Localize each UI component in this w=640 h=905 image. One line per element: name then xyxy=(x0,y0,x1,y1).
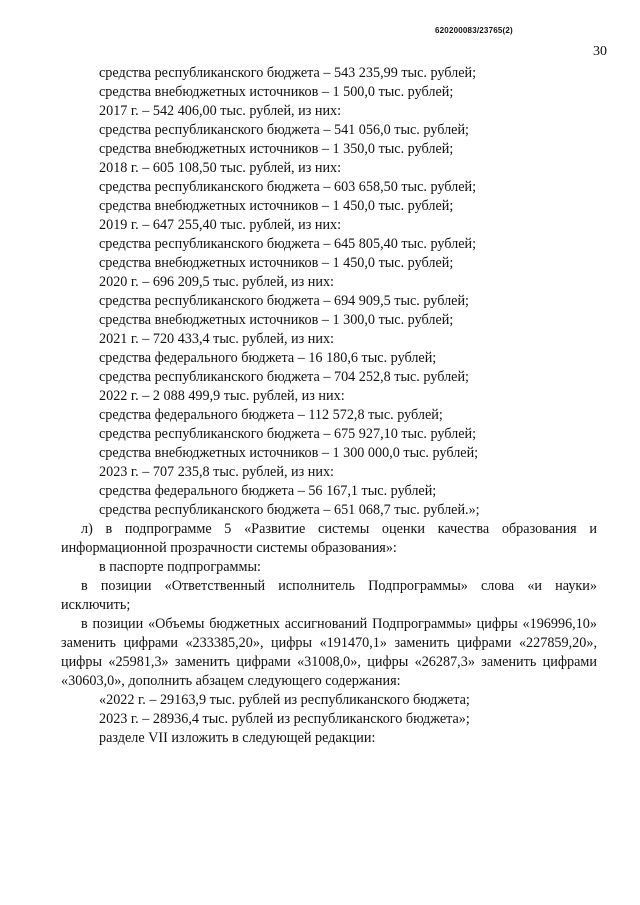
text-line: 2021 г. – 720 433,4 тыс. рублей, из них: xyxy=(99,331,334,347)
page-number: 30 xyxy=(593,44,607,59)
text-line: средства федерального бюджета – 56 167,1 тыс. рублей; xyxy=(99,483,437,499)
text-line: средства внебюджетных источников – 1 350,0 тыс. рублей; xyxy=(99,141,454,157)
text-line: средства республиканского бюджета – 543 235,99 тыс. рублей; xyxy=(99,65,477,81)
text-line: средства внебюджетных источников – 1 450,0 тыс. рублей; xyxy=(99,255,454,271)
text-line: средства республиканского бюджета – 541 056,0 тыс. рублей; xyxy=(99,122,469,138)
text-line: в паспорте подпрограммы: xyxy=(99,559,261,575)
text-line: 2023 г. – 28936,4 тыс. рублей из республиканского бюджета»; xyxy=(99,711,470,727)
text-line: средства республиканского бюджета – 645 805,40 тыс. рублей; xyxy=(99,236,477,252)
text-line: 2019 г. – 647 255,40 тыс. рублей, из них: xyxy=(99,217,342,233)
text-line: 2017 г. – 542 406,00 тыс. рублей, из них: xyxy=(99,103,342,119)
paragraph-budget-volumes: в позиции «Объемы бюджетных ассигнований Подпрограммы» цифры «196996,10» заменить цифрами «233385,20», цифры «191470,1» заменить цифрами «227859,20», цифры «25981,3» заменить цифрами «31008,0», цифры «26287,3» заменить цифрами «30603,0», дополнить абзацем следующего содержания: xyxy=(61,616,597,689)
text-line: «2022 г. – 29163,9 тыс. рублей из республиканского бюджета; xyxy=(99,692,470,708)
text-line: 2020 г. – 696 209,5 тыс. рублей, из них: xyxy=(99,274,334,290)
paragraph-subprogram-5: л) в подпрограмме 5 «Развитие системы оценки качества образования и информационной прозрачности системы образования»: xyxy=(61,521,597,556)
text-line: средства федерального бюджета – 16 180,6 тыс. рублей; xyxy=(99,350,437,366)
text-line: средства федерального бюджета – 112 572,8 тыс. рублей; xyxy=(99,407,443,423)
text-line: средства республиканского бюджета – 704 252,8 тыс. рублей; xyxy=(99,369,469,385)
text-line: средства внебюджетных источников – 1 500,0 тыс. рублей; xyxy=(99,84,454,100)
text-line: 2022 г. – 2 088 499,9 тыс. рублей, из них: xyxy=(99,388,345,404)
text-line: разделе VII изложить в следующей редакции: xyxy=(99,730,376,746)
text-line: средства республиканского бюджета – 603 658,50 тыс. рублей; xyxy=(99,179,477,195)
text-line: средства республиканского бюджета – 694 909,5 тыс. рублей; xyxy=(99,293,469,309)
text-line: средства республиканского бюджета – 651 068,7 тыс. рублей.»; xyxy=(99,502,480,518)
text-line: средства внебюджетных источников – 1 450,0 тыс. рублей; xyxy=(99,198,454,214)
text-line: средства внебюджетных источников – 1 300 000,0 тыс. рублей; xyxy=(99,445,479,461)
document-id: 620200083/23765(2) xyxy=(435,26,513,35)
paragraph-responsible-executor: в позиции «Ответственный исполнитель Подпрограммы» слова «и науки» исключить; xyxy=(61,578,597,613)
text-line: 2018 г. – 605 108,50 тыс. рублей, из них: xyxy=(99,160,342,176)
text-line: средства внебюджетных источников – 1 300,0 тыс. рублей; xyxy=(99,312,454,328)
text-line: 2023 г. – 707 235,8 тыс. рублей, из них: xyxy=(99,464,334,480)
text-line: средства республиканского бюджета – 675 927,10 тыс. рублей; xyxy=(99,426,477,442)
document-body xyxy=(61,64,597,748)
